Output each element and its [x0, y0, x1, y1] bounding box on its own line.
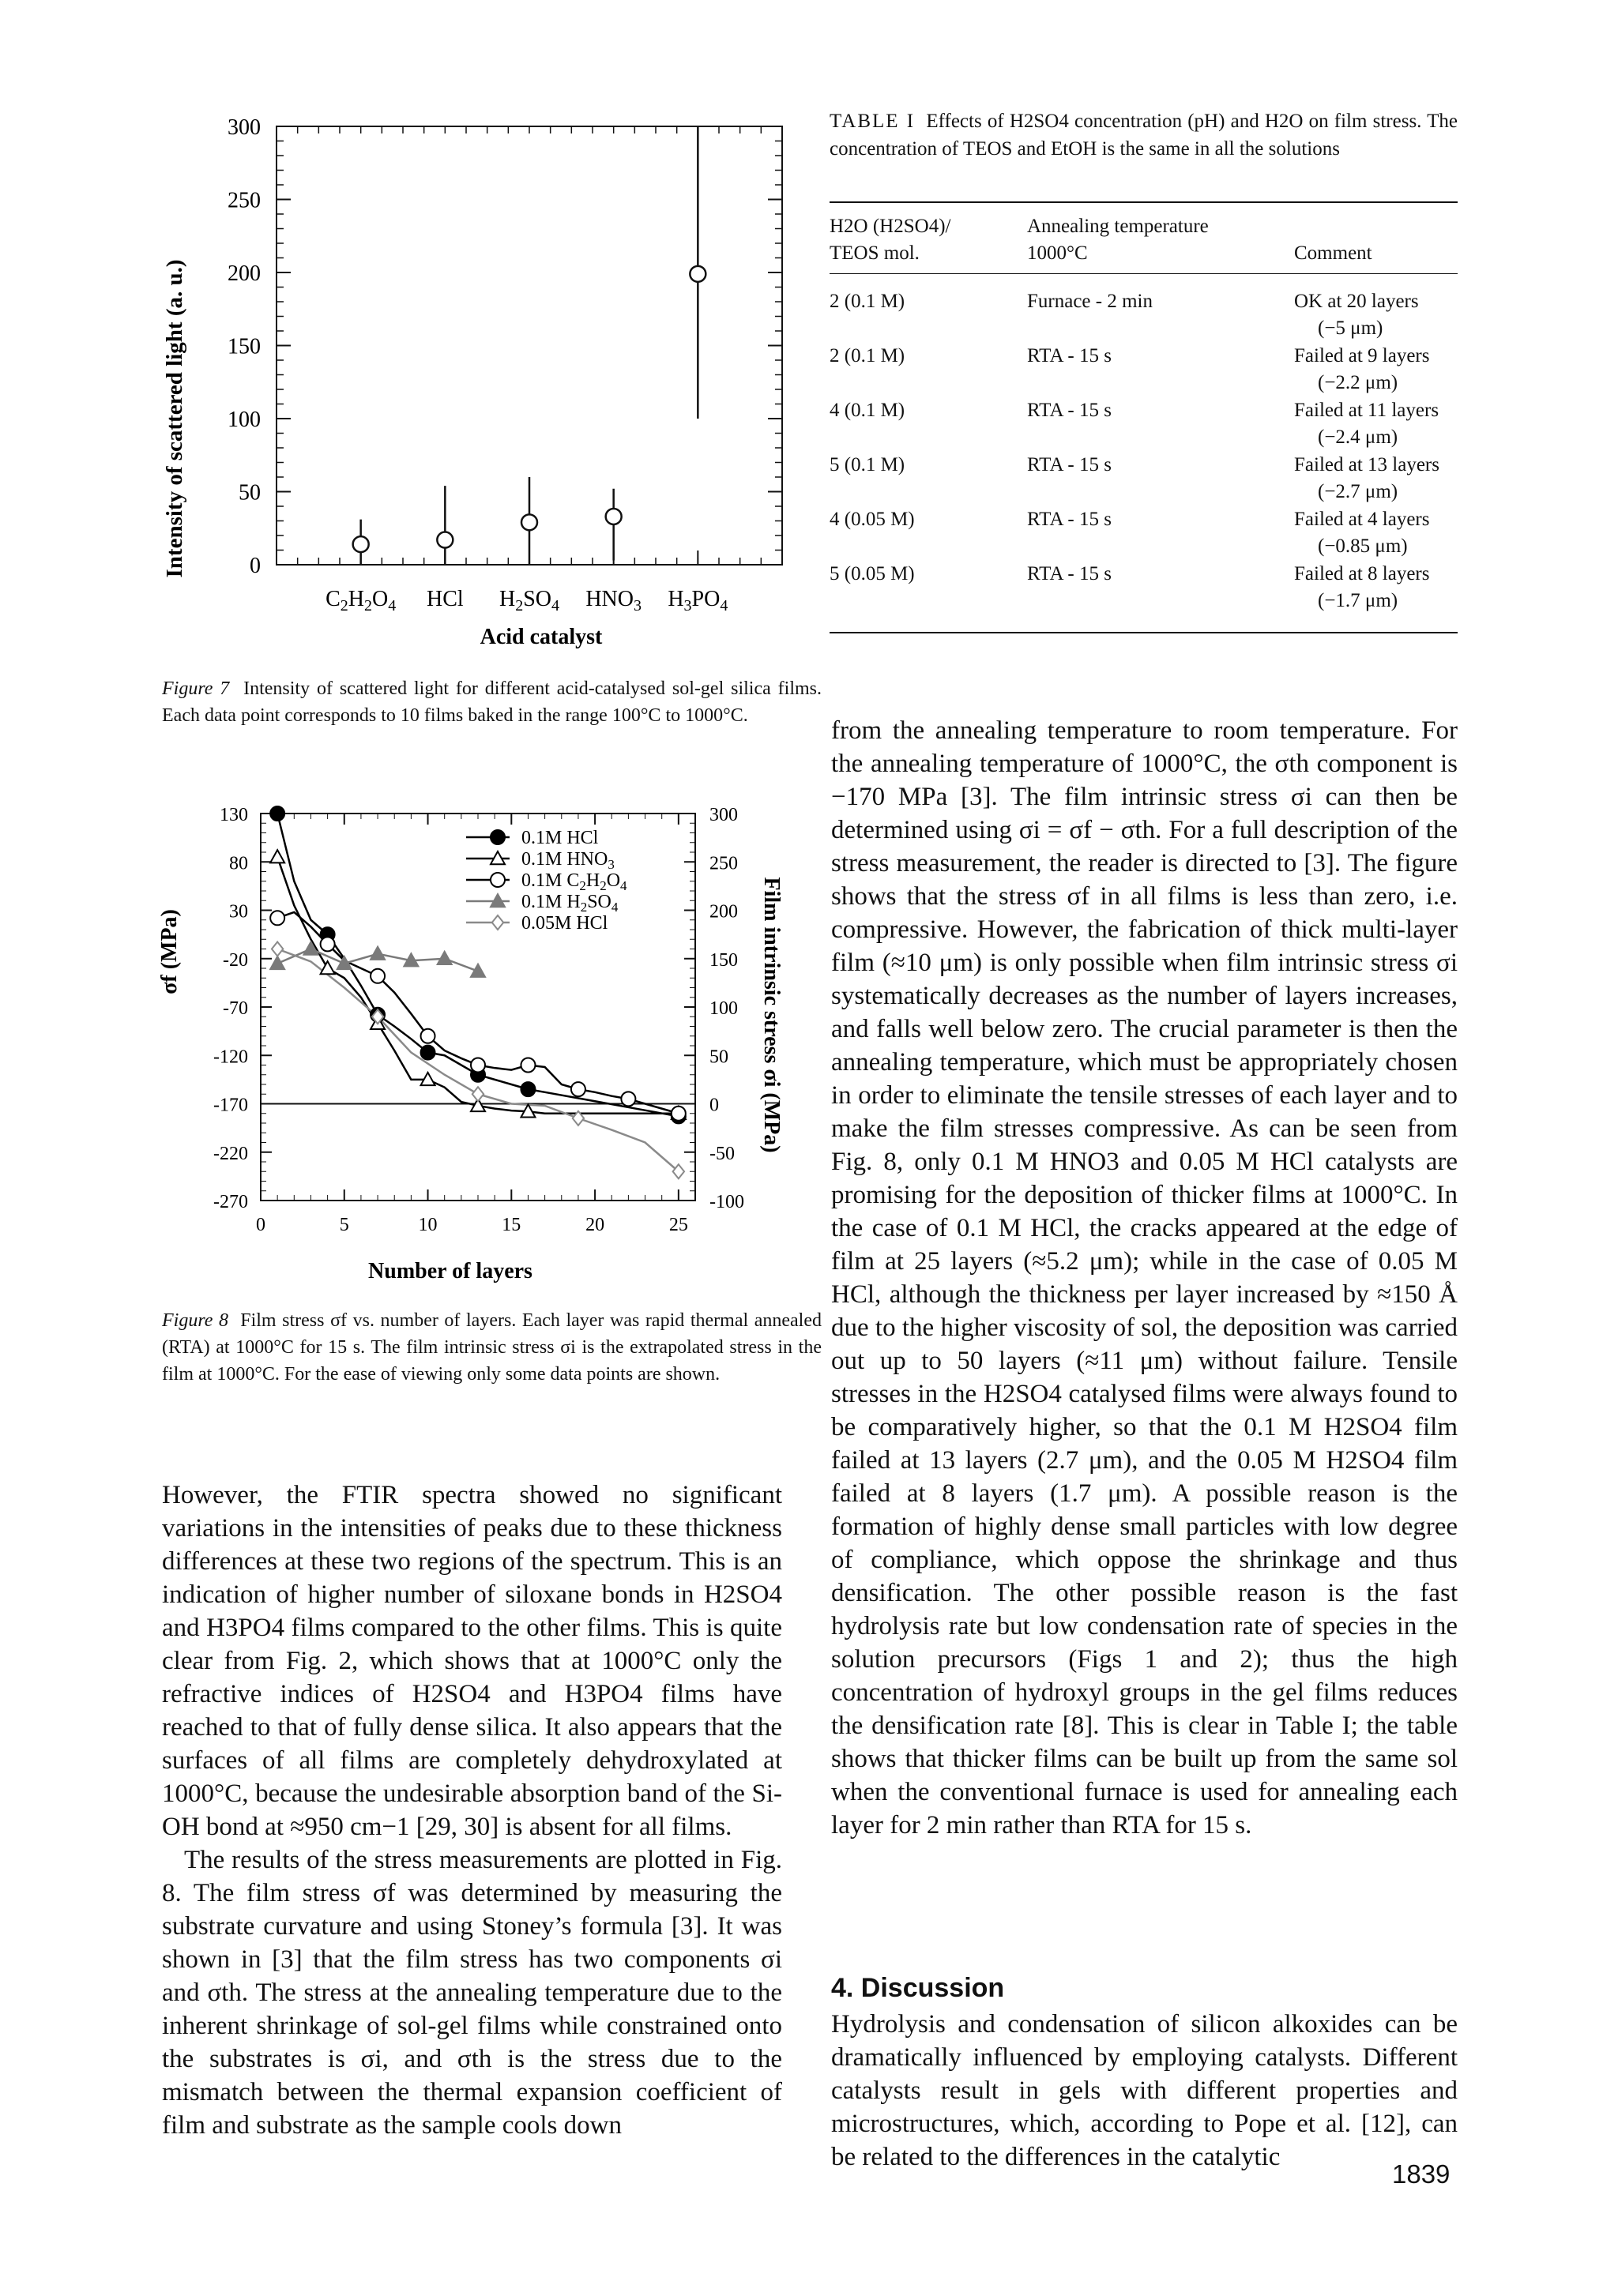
table-cell-ratio: 2 (0.1 M) — [830, 291, 905, 312]
fig8-data-point — [270, 956, 284, 969]
table-header-anneal-line2: 1000°C — [1027, 242, 1088, 264]
table-cell-thickness: (−0.85 μm) — [1318, 535, 1408, 557]
table-bottom-rule — [830, 632, 1458, 633]
fig8-y-tick-label: -70 — [223, 998, 248, 1019]
table-cell-comment: Failed at 8 layers — [1294, 563, 1430, 584]
fig8-y2-tick-label: 250 — [709, 853, 738, 874]
fig8-y2-tick-label: 100 — [709, 998, 738, 1019]
fig7-data-point — [606, 509, 622, 524]
fig8-plot-frame — [261, 814, 695, 1201]
left-paragraph-1: However, the FTIR spectra showed no significant variations in the intensities of peaks due to these thickness differences at these two regions of the spectrum. This is an indication of higher number of siloxane bonds in H2SO4 and H3PO4 films compared to the other films. This is quite clear from Fig. 2, which shows that at 1000°C only the refractive indices of H2SO4 and H3PO4 films have reached to that of fully dense silica. It also appears that the surfaces of all films are completely dehydroxylated at 1000°C, because the undesirable absorption band of the Si-OH bond at ≈950 cm−1 [29, 30] is absent for all films. — [162, 1481, 782, 1841]
fig8-legend-label: 0.05M HCl — [521, 913, 608, 934]
figure-7-caption-label: Figure 7 — [162, 678, 230, 699]
fig8-legend-marker — [491, 873, 505, 887]
fig8-legend-label: 0.1M HNO3 — [521, 849, 615, 872]
fig7-y-axis-label: Intensity of scattered light (a. u.) — [162, 259, 187, 578]
fig7-data-point — [521, 514, 537, 530]
table-cell-anneal: Furnace - 2 min — [1027, 291, 1153, 312]
fig8-y2-tick-label: -100 — [709, 1192, 744, 1212]
table-cell-thickness: (−2.4 μm) — [1318, 427, 1398, 448]
fig8-legend — [466, 828, 627, 934]
fig8-data-point — [471, 1058, 485, 1073]
fig8-y-tick-label: -20 — [223, 949, 248, 971]
fig7-x-axis-label: Acid catalyst — [480, 625, 603, 649]
discussion-text: Hydrolysis and condensation of silicon alkoxides can be dramatically influenced by employing catalysts. Different catalysts result in gels with different properties and microstructures, which, according to Pope et al. [12], can be related to the differences in the catalytic — [831, 2010, 1458, 2171]
fig8-data-point — [521, 1058, 535, 1073]
fig8-y-tick-label: 80 — [229, 853, 248, 874]
fig8-legend-label: 0.1M H2SO4 — [521, 892, 619, 915]
fig8-data-point — [421, 1029, 435, 1043]
table-header-anneal-line1: Annealing temperature — [1027, 216, 1209, 237]
fig8-y-axis-label: σf (MPa) — [157, 909, 182, 994]
fig7-category-label: HCl — [426, 587, 464, 611]
fig7-y-tick-label: 250 — [228, 188, 261, 213]
fig7-y-tick-label: 50 — [239, 480, 261, 505]
table-cell-ratio: 5 (0.05 M) — [830, 563, 915, 584]
fig7-y-tick-label: 300 — [228, 115, 261, 140]
fig8-data-point — [621, 1092, 635, 1106]
fig7-category-label: H3PO4 — [668, 587, 728, 614]
fig8-x-axis-label: Number of layers — [368, 1259, 532, 1283]
fig7-y-tick-label: 100 — [228, 408, 261, 432]
fig8-data-point — [321, 961, 335, 974]
fig8-legend-marker — [491, 830, 505, 844]
fig7-y-tick-label: 0 — [250, 554, 261, 578]
table-header-rule — [830, 273, 1458, 274]
fig8-series — [270, 806, 686, 1178]
fig8-x-tick-label: 20 — [585, 1215, 605, 1235]
table-cell-thickness: (−2.7 μm) — [1318, 481, 1398, 502]
figure-8-line-chart — [154, 798, 810, 1303]
fig8-y2-tick-label: 0 — [709, 1095, 719, 1116]
fig8-x-tick-label: 25 — [668, 1215, 688, 1235]
table-caption — [830, 107, 1458, 163]
table-cell-comment: Failed at 13 layers — [1294, 454, 1439, 475]
fig8-data-point — [270, 850, 284, 862]
fig7-y-tick-label: 150 — [228, 334, 261, 359]
table-cell-comment: Failed at 9 layers — [1294, 345, 1430, 366]
table-cell-ratio: 5 (0.1 M) — [830, 454, 905, 475]
figure-7-caption — [162, 675, 822, 729]
table-cell-ratio: 2 (0.1 M) — [830, 345, 905, 366]
table-label: TABLE I — [830, 111, 916, 132]
figure-8-caption-text: Film stress σf vs. number of layers. Each layer was rapid thermal annealed (RTA) at 1000°C for 15 s. The film intrinsic stress σi is the extrapolated stress in the film at 1000°C. For the ease of viewing only some data points are shown. — [162, 1310, 822, 1385]
page-number: 1839 — [1392, 2159, 1451, 2189]
figure-8-caption — [162, 1307, 822, 1388]
table-cell-thickness: (−2.2 μm) — [1318, 372, 1398, 393]
left-paragraph-2: The results of the stress measurements are plotted in Fig. 8. The film stress σf was determined by measuring the substrate curvature and using Stoney’s formula [3]. It was shown in [3] that the film stress has two components σi and σth. The stress at the annealing temperature due to the inherent shrinkage of sol-gel films while constrained onto the substrates is σi, and σth is the stress due to the mismatch between the thermal expansion coefficient of film and substrate as the sample cools down — [162, 1846, 782, 2140]
fig7-category-label: H2SO4 — [499, 587, 560, 614]
table-cell-comment: OK at 20 layers — [1294, 291, 1419, 312]
fig8-y-tick-label: -270 — [213, 1192, 248, 1212]
discussion-heading: 4. Discussion — [831, 1973, 1005, 2003]
fig8-y2-tick-label: 150 — [709, 949, 738, 971]
table-cell-anneal: RTA - 15 s — [1027, 509, 1112, 530]
table-caption-text: Effects of H2SO4 concentration (pH) and H2O on film stress. The concentration of TEOS and EtOH is the same in all the solutions — [830, 111, 1458, 160]
fig8-y-tick-label: -120 — [213, 1047, 248, 1068]
table-cell-anneal: RTA - 15 s — [1027, 454, 1112, 475]
fig8-x-tick-label: 5 — [339, 1215, 349, 1235]
fig7-data-point — [353, 536, 369, 552]
fig8-data-point — [270, 911, 284, 925]
fig7-y-ticks — [228, 115, 782, 578]
fig8-x-tick-label: 10 — [418, 1215, 438, 1235]
table-header-ratio-line1: H2O (H2SO4)/ — [830, 216, 951, 237]
fig8-data-point — [521, 1082, 535, 1096]
fig8-y-tick-label: -220 — [213, 1143, 248, 1164]
fig8-y-tick-label: 30 — [229, 901, 248, 923]
fig8-data-point — [673, 1164, 684, 1178]
fig8-y2-tick-label: 300 — [709, 805, 738, 825]
fig8-data-point — [371, 947, 385, 960]
table-cell-comment: Failed at 4 layers — [1294, 509, 1430, 530]
right-column — [831, 714, 1458, 1842]
fig8-y2-tick-label: 200 — [709, 901, 738, 923]
fig8-legend-label: 0.1M C2H2O4 — [521, 870, 627, 893]
table-cell-thickness: (−1.7 μm) — [1318, 590, 1398, 611]
fig8-data-point — [438, 952, 452, 964]
fig8-y2-tick-label: -50 — [709, 1143, 735, 1164]
table-cell-ratio: 4 (0.05 M) — [830, 509, 915, 530]
fig8-data-point — [672, 1107, 686, 1121]
table-header-ratio-line2: TEOS mol. — [830, 242, 920, 264]
figure-7-scatter-chart — [150, 111, 806, 663]
fig8-y-tick-label: 130 — [220, 805, 248, 825]
fig7-data-points — [353, 126, 706, 565]
fig8-data-point — [321, 937, 335, 951]
fig8-y2-tick-label: 50 — [709, 1047, 728, 1068]
table-cell-anneal: RTA - 15 s — [1027, 563, 1112, 584]
figure-7-caption-text: Intensity of scattered light for different acid-catalysed sol-gel silica films. Each data point corresponds to 10 films baked in the range 100°C to 1000°C. — [162, 678, 822, 726]
fig8-legend-marker — [492, 915, 503, 930]
fig8-x-tick-label: 0 — [256, 1215, 265, 1235]
table-cell-comment: Failed at 11 layers — [1294, 400, 1439, 421]
table-cell-anneal: RTA - 15 s — [1027, 345, 1112, 366]
fig7-category-label: C2H2O4 — [325, 587, 397, 614]
table-header-comment: Comment — [1294, 242, 1372, 264]
fig8-data-point — [421, 1046, 435, 1060]
fig8-x-tick-label: 15 — [502, 1215, 521, 1235]
table-cell-anneal: RTA - 15 s — [1027, 400, 1112, 421]
table-cell-thickness: (−5 μm) — [1318, 318, 1383, 339]
fig8-y2-axis-label: Film intrinsic stress σi (MPa) — [759, 877, 784, 1153]
fig8-axes — [213, 805, 744, 1235]
fig8-data-point — [571, 1082, 585, 1096]
fig8-data-point — [472, 1087, 484, 1101]
fig8-data-point — [272, 942, 283, 956]
fig7-data-point — [437, 532, 453, 548]
fig7-data-point — [690, 266, 706, 282]
fig7-category-label: HNO3 — [585, 587, 642, 614]
fig7-category-labels — [325, 587, 728, 614]
left-column — [162, 1479, 782, 2142]
figure-8-caption-label: Figure 8 — [162, 1310, 229, 1331]
fig8-data-point — [471, 964, 485, 977]
table-cell-ratio: 4 (0.1 M) — [830, 400, 905, 421]
fig7-y-tick-label: 200 — [228, 261, 261, 286]
fig8-series-line — [277, 912, 679, 1114]
fig8-y-tick-label: -170 — [213, 1095, 248, 1116]
right-paragraph-1: from the annealing temperature to room temperature. For the annealing temperature of 1000°C, the σth component is −170 MPa [3]. The film intrinsic stress σi can then be determined using σi = σf − σth. For a full description of the stress measurement, the reader is directed to [3]. The figure shows that the stress σf in all films is less than zero, i.e. compressive. However, the fabrication of thick multi-layer film (≈10 μm) is only possible when film intrinsic stress σi systematically decreases as the number of layers increases, and falls well below zero. The crucial parameter is then the annealing temperature, which must be appropriately chosen in order to eliminate the tensile stresses of each layer and to make the film stresses compressive. As can be seen from Fig. 8, only 0.1 M HNO3 and 0.05 M HCl catalysts are promising for the deposition of thicker films at 1000°C. In the case of 0.1 M HCl, the cracks appeared at the edge of film at 25 layers (≈5.2 μm); while in the case of 0.05 M HCl, although the thickness per layer increased by ≈150 Å due to the higher viscosity of sol, the deposition was carried out up to 50 layers (≈11 μm) without failure. Tensile stresses in the H2SO4 catalysed films were always found to be comparatively higher, so that the 0.1 M H2SO4 film failed at 13 layers (2.7 μm), and the 0.05 M H2SO4 film failed at 8 layers (1.7 μm). A possible reason is the formation of highly dense small particles with low degree of compliance, which oppose the shrinkage and thus densification. The other possible reason is the fast hydrolysis rate but low condensation rate of species in the solution precursors (Figs 1 and 2); thus the high concentration of hydroxyl groups in the gel films reduces the densification rate [8]. This is clear in Table I; the table shows that thicker films can be built up from the same sol when the conventional furnace is used for annealing each layer for 2 min rather than RTA for 15 s. — [831, 716, 1458, 1839]
fig8-data-point — [270, 806, 284, 821]
table-top-rule — [830, 201, 1458, 203]
fig8-data-point — [371, 969, 385, 983]
fig8-legend-label: 0.1M HCl — [521, 828, 599, 848]
